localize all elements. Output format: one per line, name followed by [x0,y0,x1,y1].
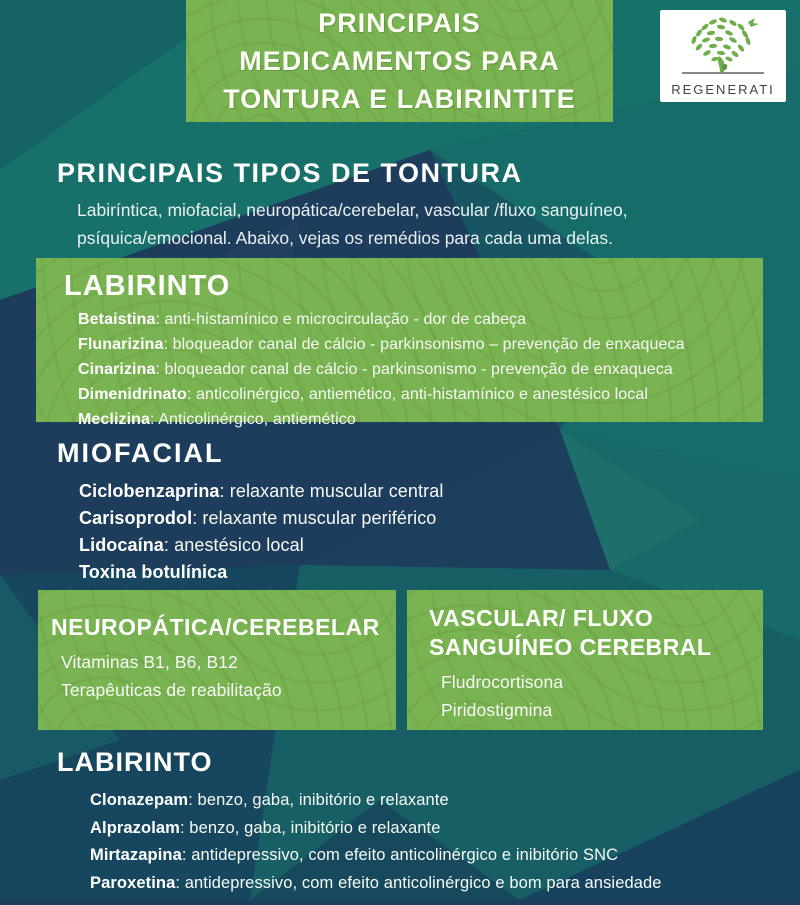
medication-item [78,332,763,357]
medication-item [79,478,757,505]
section-labirinto-2 [57,744,777,897]
medication-name: Dimenidrinato [78,386,187,403]
medication-desc: : benzo, gaba, inibitório e relaxante [179,818,441,837]
medication-item [90,842,777,870]
section-heading: LABIRINTO [57,747,213,777]
panel-heading: NEUROPÁTICA/CEREBELAR [51,614,380,640]
medication-item [90,787,777,815]
medication-name: Lidocaína [79,535,164,555]
medication-name: Paroxetina [90,873,176,892]
title-line-2: MEDICAMENTOS PARA [239,46,560,76]
medication-desc: : anticolinérgico, antiemético, anti-histamínico e anestésico local [186,386,649,403]
medication-name: Toxina botulínica [79,562,228,582]
medication-name: Clonazepam [90,791,189,809]
intro-line: psíquica/emocional. Abaixo, vejas os remédios para cada uma delas. [77,228,613,248]
medication-item [90,815,777,843]
intro-line: Labiríntica, miofacial, neuropática/cerebelar, vascular /fluxo sanguíneo, [77,200,628,220]
medication-name: Carisoprodol [79,508,193,528]
tree-icon [664,14,782,81]
panel-labirinto [36,258,763,428]
logo-text: REGENERATI [671,82,775,97]
title-panel [186,0,613,122]
medication-item [78,407,763,432]
medication-name: Meclizina [78,411,151,428]
medication-name: Ciclobenzaprina [79,481,220,501]
medication-desc: : antidepressivo, com efeito anticolinérgico e bom para ansiedade [175,873,662,892]
medication-item [79,559,757,586]
panel-heading-line-1: VASCULAR/ FLUXO [429,605,654,631]
panel-heading: LABIRINTO [64,270,231,302]
medication-item [78,307,763,332]
medication-desc: : relaxante muscular central [219,481,444,501]
title-line-3: TONTURA E LABIRINTITE [223,84,576,114]
medication-item [78,382,763,407]
medication-item [90,870,777,898]
medication-desc: : relaxante muscular periférico [192,508,437,528]
medication-item: Vitaminas B1, B6, B12 [61,652,238,672]
panel-heading-line-2: SANGUÍNEO CEREBRAL [429,634,712,660]
medication-desc: : anestésico local [163,535,304,555]
medication-item [79,532,757,559]
logo-regenerati [660,10,786,102]
medication-name: Alprazolam [90,818,180,837]
medication-item: Terapêuticas de reabilitação [61,680,282,700]
section-heading: PRINCIPAIS TIPOS DE TONTURA [57,158,523,188]
panel-neuropatica-cerebelar [38,590,396,730]
title-line-1: PRINCIPAIS [318,8,481,38]
medication-item: Piridostigmina [441,700,553,720]
medication-item [78,357,763,382]
medication-desc: : bloqueador canal de cálcio - parkinsonismo – prevenção de enxaqueca [163,336,685,353]
section-heading: MIOFACIAL [57,438,224,468]
medication-name: Betaistina [78,311,156,328]
medication-desc: : anti-histamínico e microcirculação - dor de cabeça [155,311,527,328]
section-miofacial [57,438,757,586]
medication-desc: : antidepressivo, com efeito anticolinérgico e inibitório SNC [181,846,619,864]
medication-desc: : benzo, gaba, inibitório e relaxante [188,791,449,809]
medication-name: Cinarizina [78,361,156,378]
medication-desc: : bloqueador canal de cálcio - parkinsonismo - prevenção de enxaqueca [155,361,673,378]
medication-name: Flunarizina [78,336,164,353]
medication-name: Mirtazapina [90,846,182,864]
medication-item [79,505,757,532]
panel-vascular-fluxo-sanguineo [407,590,763,730]
section-tipos-de-tontura [57,158,757,252]
bird-icon [748,18,759,27]
medication-desc: : Anticolinérgico, antiemético [150,411,356,428]
medication-item: Fludrocortisona [441,672,564,692]
